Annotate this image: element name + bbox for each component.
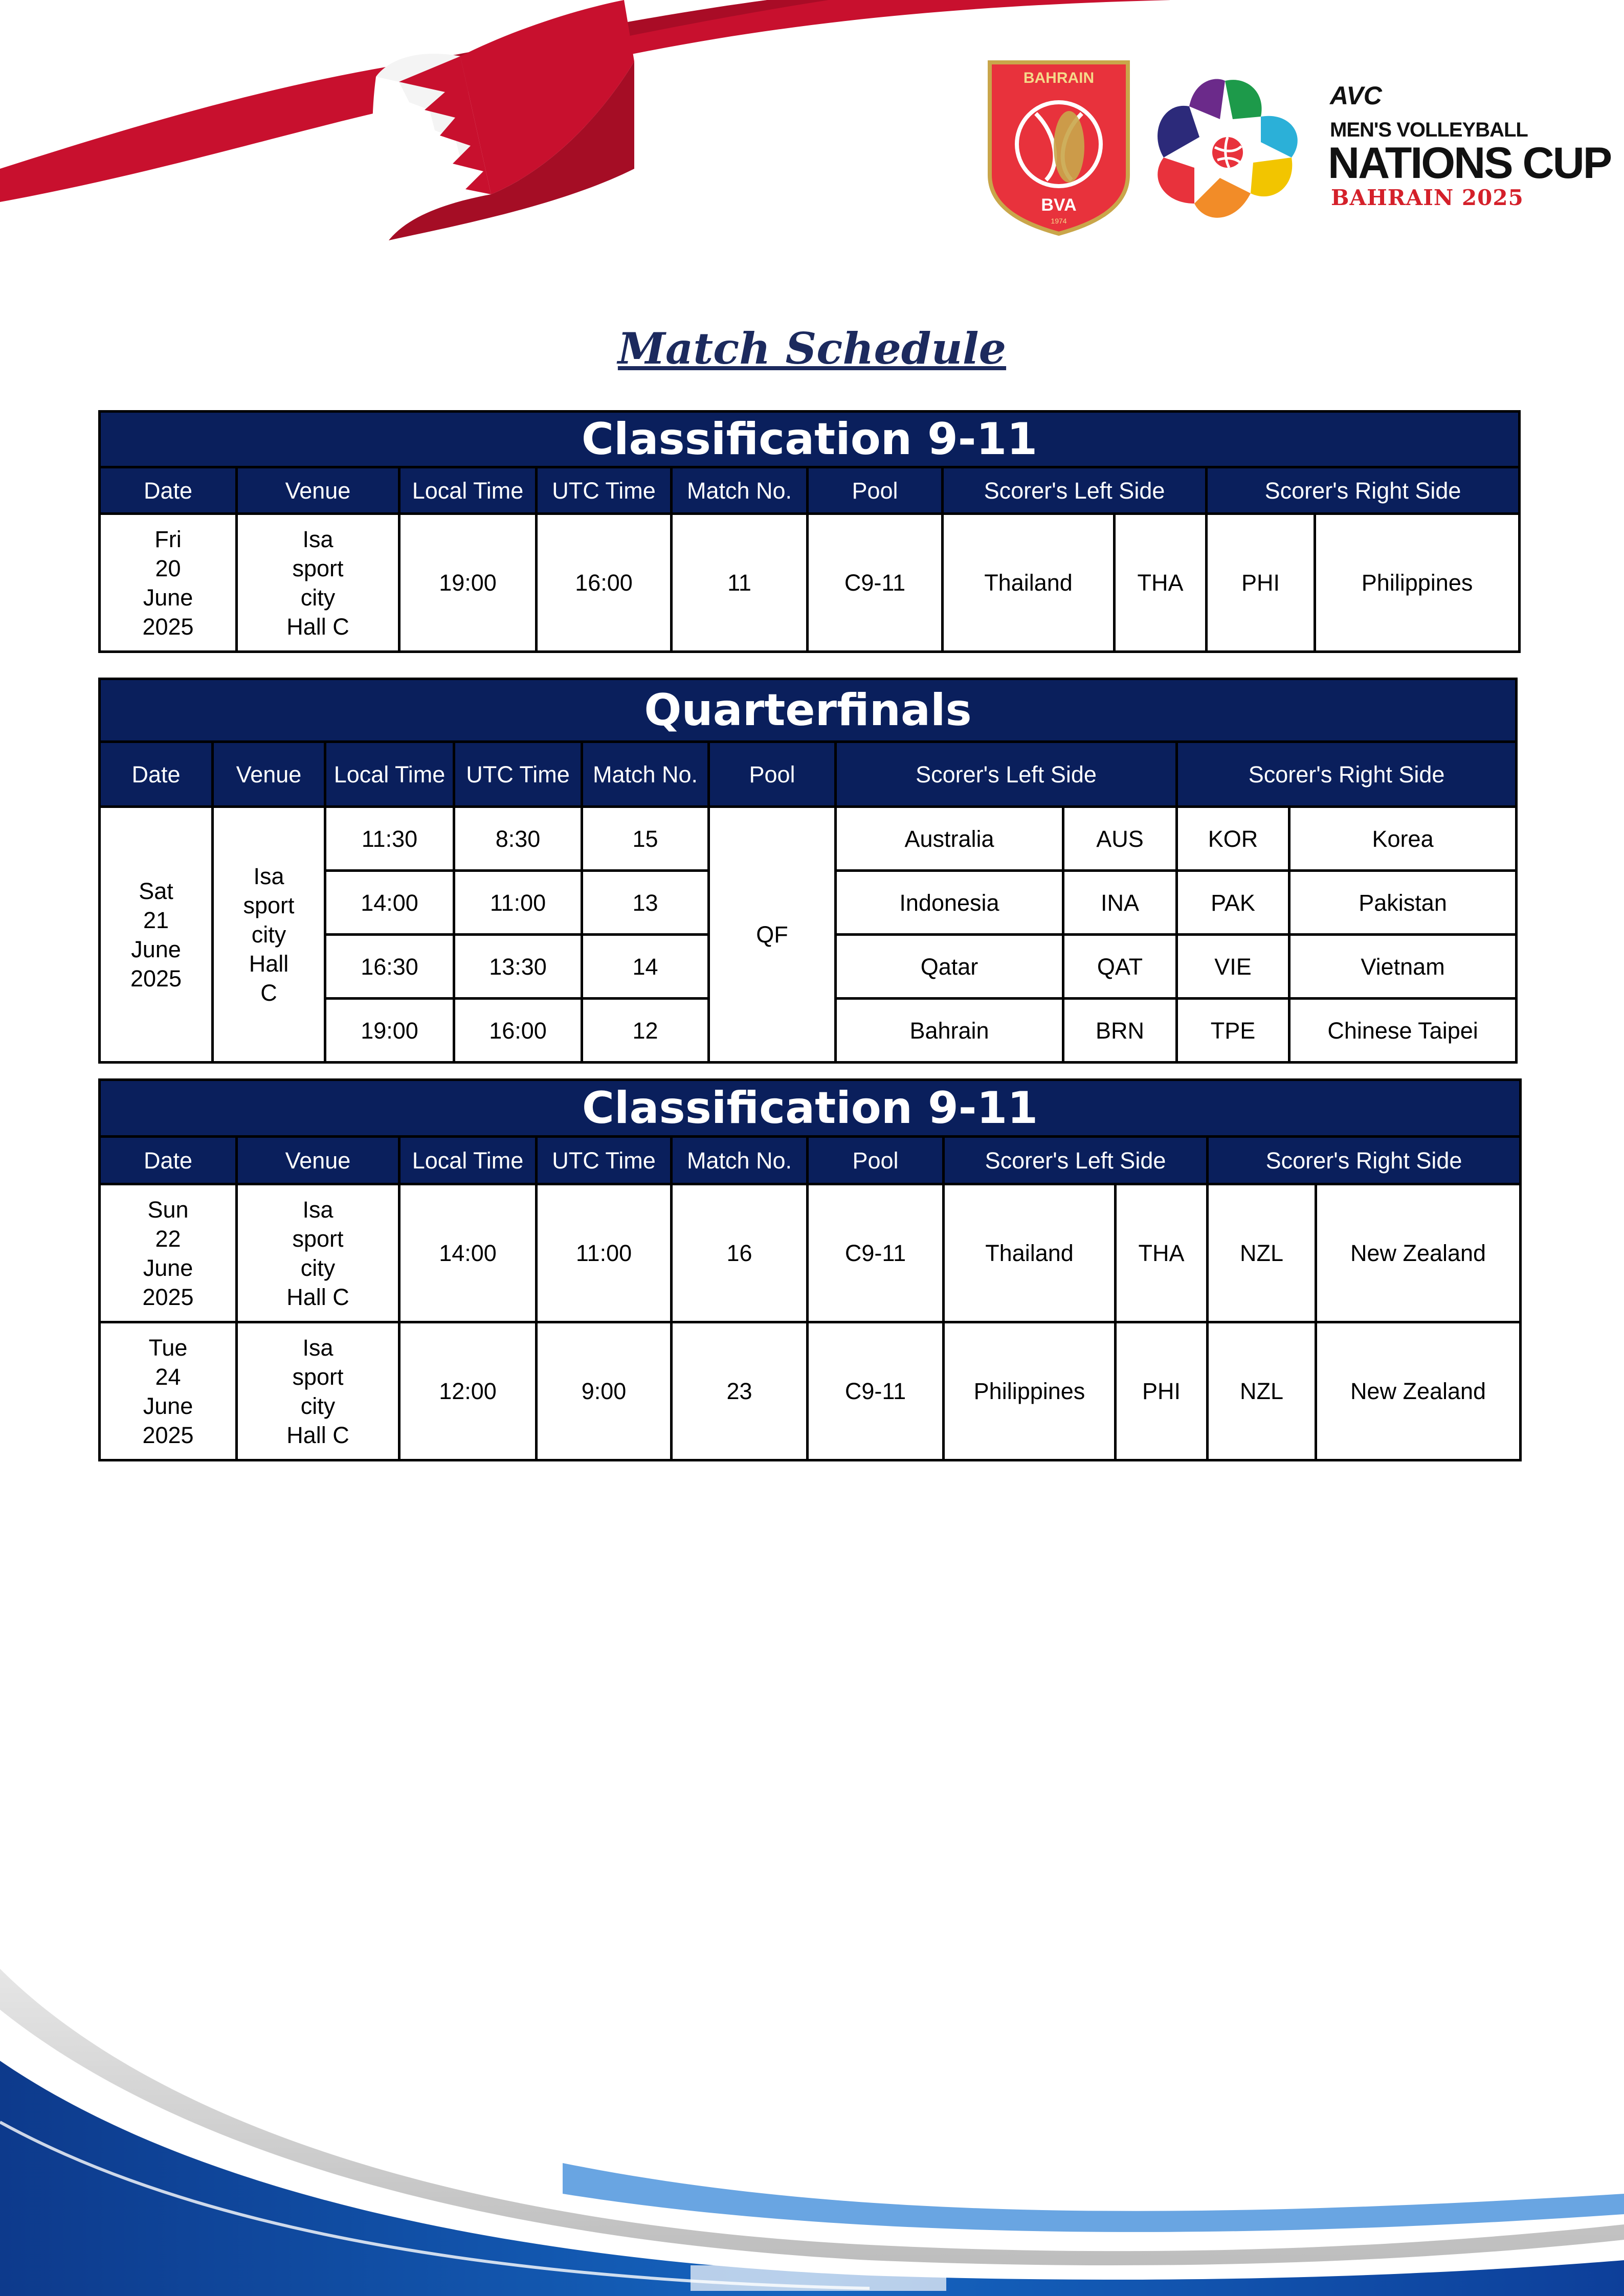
left-team-cell: Bahrain xyxy=(836,999,1063,1063)
col-date: Date xyxy=(100,1137,237,1184)
venue-cell xyxy=(237,514,399,652)
date-line: 2025 xyxy=(142,1284,194,1310)
venue-line: city xyxy=(300,1392,336,1419)
utc-time-cell: 11:00 xyxy=(537,1184,672,1322)
date-line: 22 xyxy=(155,1225,181,1252)
right-team-cell: New Zealand xyxy=(1316,1322,1521,1460)
col-match-no: Match No. xyxy=(582,742,709,807)
right-code-cell: NZL xyxy=(1208,1322,1316,1460)
col-right-side: Scorer's Right Side xyxy=(1208,1137,1521,1184)
local-time-cell: 16:30 xyxy=(325,935,454,999)
table-row xyxy=(100,514,1520,652)
left-code-cell: PHI xyxy=(1116,1322,1208,1460)
col-date: Date xyxy=(100,467,237,514)
venue-line: Hall xyxy=(249,951,289,977)
left-team-cell: Australia xyxy=(836,807,1063,871)
col-pool: Pool xyxy=(808,467,943,514)
date-cell xyxy=(100,514,237,652)
right-code-cell: NZL xyxy=(1208,1184,1316,1322)
right-code-cell: PHI xyxy=(1207,514,1315,652)
left-team-cell: Qatar xyxy=(836,935,1063,999)
utc-time-cell: 11:00 xyxy=(454,871,582,935)
col-match-no: Match No. xyxy=(672,467,808,514)
match-no-cell: 15 xyxy=(582,807,709,871)
left-team-cell: Philippines xyxy=(944,1322,1116,1460)
date-line: 2025 xyxy=(142,1422,194,1448)
left-code-cell: QAT xyxy=(1063,935,1177,999)
utc-time-cell: 16:00 xyxy=(537,514,672,652)
col-utc-time: UTC Time xyxy=(537,1137,672,1184)
match-no-cell: 11 xyxy=(672,514,808,652)
match-no-cell: 16 xyxy=(672,1184,808,1322)
table-row xyxy=(100,1322,1521,1460)
local-time-cell: 19:00 xyxy=(399,514,537,652)
page-title: Match Schedule xyxy=(617,323,1007,374)
venue-line: Isa xyxy=(302,1334,333,1361)
match-no-cell: 14 xyxy=(582,935,709,999)
date-cell xyxy=(100,1322,237,1460)
venue-cell xyxy=(237,1184,399,1322)
left-code-cell: THA xyxy=(1116,1184,1208,1322)
local-time-cell: 14:00 xyxy=(325,871,454,935)
left-team-cell: Thailand xyxy=(944,1184,1116,1322)
table-title: Classification 9-11 xyxy=(100,1080,1521,1137)
event-line-3: BAHRAIN 2025 xyxy=(1331,185,1524,210)
date-line: Sat xyxy=(139,877,173,904)
left-team-cell: Thailand xyxy=(943,514,1115,652)
venue-line: Isa xyxy=(302,526,333,552)
date-line: Tue xyxy=(148,1334,188,1361)
date-line: 24 xyxy=(155,1363,181,1390)
venue-line: Isa xyxy=(302,1196,333,1223)
left-team-cell: Indonesia xyxy=(836,871,1063,935)
pool-cell: QF xyxy=(709,807,836,1063)
col-venue: Venue xyxy=(237,1137,399,1184)
event-line-1: MEN'S VOLLEYBALL xyxy=(1330,119,1528,141)
date-line: June xyxy=(143,1254,193,1281)
avc-logo-text: AVC xyxy=(1330,81,1382,110)
right-team-cell: Chinese Taipei xyxy=(1289,999,1517,1063)
crest-bottom-text: BVA xyxy=(1041,195,1077,215)
crest-top-text: BAHRAIN xyxy=(1023,70,1095,86)
col-local-time: Local Time xyxy=(325,742,454,807)
venue-cell xyxy=(237,1322,399,1460)
col-right-side: Scorer's Right Side xyxy=(1177,742,1517,807)
col-utc-time: UTC Time xyxy=(537,467,672,514)
classification-table-1 xyxy=(98,410,1521,653)
right-team-cell: New Zealand xyxy=(1316,1184,1521,1322)
pool-cell: C9-11 xyxy=(808,1184,944,1322)
date-line: June xyxy=(143,1392,193,1419)
event-line-2: NATIONS CUP xyxy=(1328,139,1611,188)
venue-line: sport xyxy=(292,555,344,581)
date-line: Fri xyxy=(154,526,182,552)
date-line: 20 xyxy=(155,555,181,581)
venue-line: sport xyxy=(292,1225,344,1252)
utc-time-cell: 8:30 xyxy=(454,807,582,871)
col-left-side: Scorer's Left Side xyxy=(836,742,1177,807)
crest-year-text: 1974 xyxy=(1051,217,1067,225)
venue-line: C xyxy=(260,980,277,1006)
utc-time-cell: 16:00 xyxy=(454,999,582,1063)
right-team-cell: Philippines xyxy=(1315,514,1520,652)
col-local-time: Local Time xyxy=(399,467,537,514)
date-line: 2025 xyxy=(130,965,182,992)
right-code-cell: VIE xyxy=(1177,935,1289,999)
venue-line: sport xyxy=(243,892,295,918)
date-line: June xyxy=(131,936,181,962)
right-team-cell: Pakistan xyxy=(1289,871,1517,935)
local-time-cell: 12:00 xyxy=(399,1322,537,1460)
venue-cell xyxy=(213,807,325,1063)
venue-line: sport xyxy=(292,1363,344,1390)
footer-wave-decoration xyxy=(0,1907,1624,2296)
venue-line: city xyxy=(251,921,286,948)
col-right-side: Scorer's Right Side xyxy=(1207,467,1520,514)
col-pool: Pool xyxy=(709,742,836,807)
left-code-cell: INA xyxy=(1063,871,1177,935)
right-code-cell: TPE xyxy=(1177,999,1289,1063)
left-code-cell: BRN xyxy=(1063,999,1177,1063)
col-utc-time: UTC Time xyxy=(454,742,582,807)
table-row xyxy=(100,1184,1521,1322)
col-left-side: Scorer's Left Side xyxy=(943,467,1207,514)
date-line: 2025 xyxy=(142,613,194,640)
col-left-side: Scorer's Left Side xyxy=(944,1137,1208,1184)
venue-line: city xyxy=(300,584,336,611)
venue-line: Hall C xyxy=(286,1284,349,1310)
col-date: Date xyxy=(100,742,213,807)
table-title: Quarterfinals xyxy=(100,679,1517,742)
right-team-cell: Korea xyxy=(1289,807,1517,871)
col-venue: Venue xyxy=(237,467,399,514)
pool-cell: C9-11 xyxy=(808,1322,944,1460)
left-code-cell: AUS xyxy=(1063,807,1177,871)
local-time-cell: 14:00 xyxy=(399,1184,537,1322)
col-venue: Venue xyxy=(213,742,325,807)
utc-time-cell: 9:00 xyxy=(537,1322,672,1460)
match-no-cell: 23 xyxy=(672,1322,808,1460)
table-title: Classification 9-11 xyxy=(100,412,1520,467)
bva-crest-icon xyxy=(985,57,1133,236)
venue-line: Isa xyxy=(253,863,284,889)
date-line: Sun xyxy=(147,1196,189,1223)
col-local-time: Local Time xyxy=(399,1137,537,1184)
venue-line: city xyxy=(300,1254,336,1281)
date-line: 21 xyxy=(143,907,169,933)
utc-time-cell: 13:30 xyxy=(454,935,582,999)
classification-table-2 xyxy=(98,1078,1522,1461)
venue-line: Hall C xyxy=(286,1422,349,1448)
pool-cell: C9-11 xyxy=(808,514,943,652)
match-no-cell: 13 xyxy=(582,871,709,935)
date-cell xyxy=(100,807,213,1063)
right-code-cell: KOR xyxy=(1177,807,1289,871)
right-team-cell: Vietnam xyxy=(1289,935,1517,999)
venue-line: Hall C xyxy=(286,613,349,640)
local-time-cell: 19:00 xyxy=(325,999,454,1063)
quarterfinals-table xyxy=(98,678,1518,1064)
table-row xyxy=(100,807,1517,871)
nations-cup-emblem-icon xyxy=(1143,71,1309,229)
right-code-cell: PAK xyxy=(1177,871,1289,935)
date-cell xyxy=(100,1184,237,1322)
left-code-cell: THA xyxy=(1115,514,1207,652)
match-no-cell: 12 xyxy=(582,999,709,1063)
date-line: June xyxy=(143,584,193,611)
col-match-no: Match No. xyxy=(672,1137,808,1184)
col-pool: Pool xyxy=(808,1137,944,1184)
local-time-cell: 11:30 xyxy=(325,807,454,871)
